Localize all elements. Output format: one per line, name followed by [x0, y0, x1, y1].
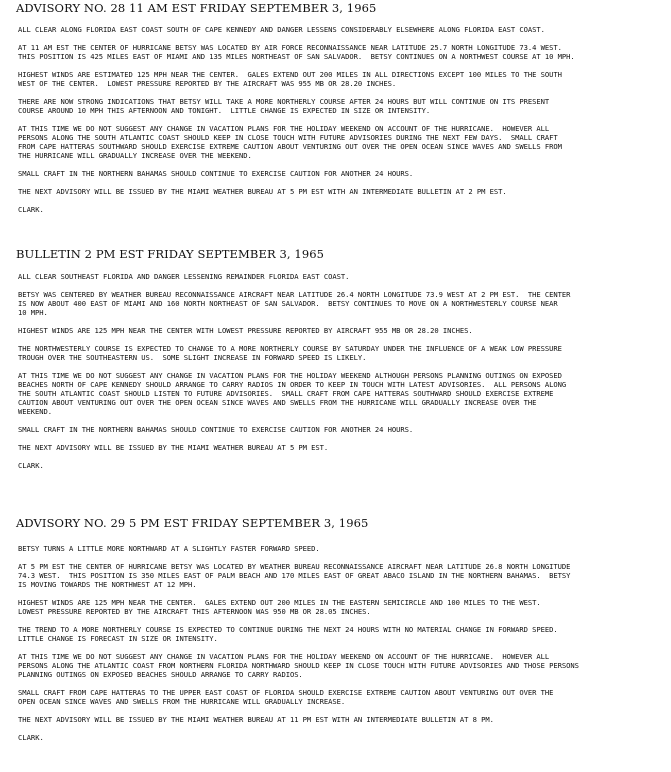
advisory-29-paragraph-6: SMALL CRAFT FROM CAPE HATTERAS TO THE UPPER EAST COAST OF FLORIDA SHOULD EXERCISE EXTREME CAUTION ABOUT VENTURING OUT OVER THE OPEN OCEAN SINCE WAVES AND SWELLS FROM THE HURRICANE WILL GRADUALLY INCREASE. — [18, 687, 554, 706]
advisory-29-signature: CLARK. — [18, 733, 44, 742]
bulletin-2pm-signature: CLARK. — [18, 461, 44, 470]
advisory-28-paragraph-4: THERE ARE NOW STRONG INDICATIONS THAT BETSY WILL TAKE A MORE NORTHERLY COURSE AFTER 24 HOURS BUT WILL CONTINUE ON ITS PRESENT COURSE AROUND 10 MPH THIS AFTERNOON AND TONIGHT. LITTLE CHANGE IS EXPECTED IN SIZE OR INTENSITY. — [18, 97, 550, 115]
advisory-28-paragraph-2: AT 11 AM EST THE CENTER OF HURRICANE BETSY WAS LOCATED BY AIR FORCE RECONNAISSANCE NEAR LATITUDE 25.7 NORTH LONGITUDE 73.4 WEST. THIS POSITION IS 425 MILES EAST OF MIAMI AND 135 MILES NORTHEAST OF SAN SALVADOR. BETSY CONTINUES ON A NORTHWEST COURSE AT 10 MPH. — [18, 43, 575, 61]
advisory-29-paragraph-1: BETSY TURNS A LITTLE MORE NORTHWARD AT A SLIGHTLY FASTER FORWARD SPEED. — [18, 544, 320, 553]
advisory-28-paragraph-5: AT THIS TIME WE DO NOT SUGGEST ANY CHANGE IN VACATION PLANS FOR THE HOLIDAY WEEKEND ON ACCOUNT OF THE HURRICANE. HOWEVER ALL PERSONS ALONG THE SOUTH ATLANTIC COAST SHOULD KEEP IN CLOSE TOUCH WITH FUTURE ADVISORIES DURING THE NEXT FEW DAYS. SMALL CRAFT FROM CAPE HATTERAS SOUTHWARD SHOULD EXERCISE EXTREME CAUTION ABOUT VENTURING OUT OVER THE OPEN OCEAN SINCE WAVES AND SWELLS FROM THE HURRICANE WILL GRADUALLY INCREASE OVER THE WEEKEND. — [18, 124, 562, 160]
advisory-29-paragraph-5: AT THIS TIME WE DO NOT SUGGEST ANY CHANGE IN VACATION PLANS FOR THE HOLIDAY WEEKEND ON ACCOUNT OF THE HURRICANE. HOWEVER ALL PERSONS ALONG THE ATLANTIC COAST FROM NORTHERN FLORIDA NORTHWARD SHOULD KEEP IN CLOSE TOUCH WITH FUTURE ADVISORIES AND THOSE PERSONS PLANNING OUTINGS ON EXPOSED BEACHES SHOULD ARRANGE TO CARRY RADIOS. — [18, 652, 579, 679]
bulletin-2pm-heading: BULLETIN 2 PM EST FRIDAY SEPTEMBER 3, 1965 — [16, 247, 325, 261]
bulletin-2pm-section — [18, 248, 665, 471]
advisory-29-paragraph-2: AT 5 PM EST THE CENTER OF HURRICANE BETSY WAS LOCATED BY WEATHER BUREAU RECONNAISSANCE AIRCRAFT NEAR LATITUDE 26.8 NORTH LONGITUDE 74.3 WEST. THIS POSITION IS 350 MILES EAST OF PALM BEACH AND 170 MILES EAST OF GREAT ABACO ISLAND IN THE NORTHERN BAHAMAS. BETSY IS MOVING TOWARDS THE NORTHWEST AT 12 MPH. — [18, 562, 571, 589]
bulletin-2pm-paragraph-3: HIGHEST WINDS ARE 125 MPH NEAR THE CENTER WITH LOWEST PRESSURE REPORTED BY AIRCRAFT 955 MB OR 28.20 INCHES. — [18, 326, 473, 335]
bulletin-2pm-paragraph-1: ALL CLEAR SOUTHEAST FLORIDA AND DANGER LESSENING REMAINDER FLORIDA EAST COAST. — [18, 272, 350, 281]
advisory-28-paragraph-3: HIGHEST WINDS ARE ESTIMATED 125 MPH NEAR THE CENTER. GALES EXTEND OUT 200 MILES IN ALL DIRECTIONS EXCEPT 100 MILES TO THE SOUTH WEST OF THE CENTER. LOWEST PRESSURE REPORTED BY THE AIRCRAFT WAS 955 MB OR 28.20 INCHES. — [18, 70, 562, 88]
advisory-29-heading: ADVISORY NO. 29 5 PM EST FRIDAY SEPTEMBER 3, 1965 — [16, 516, 369, 530]
advisory-29-paragraph-4: THE TREND TO A MORE NORTHERLY COURSE IS EXPECTED TO CONTINUE DURING THE NEXT 24 HOURS WITH NO MATERIAL CHANGE IN FORWARD SPEED. LITTLE CHANGE IS FORECAST IN SIZE OR INTENSITY. — [18, 625, 558, 643]
advisory-28-section — [18, 2, 665, 215]
advisory-28-paragraph-1: ALL CLEAR ALONG FLORIDA EAST COAST SOUTH OF CAPE KENNEDY AND DANGER LESSENS CONSIDERABLY ELSEWHERE ALONG FLORIDA EAST COAST. — [18, 25, 545, 34]
advisory-29-paragraph-3: HIGHEST WINDS ARE 125 MPH NEAR THE CENTER. GALES EXTEND OUT 200 MILES IN THE EASTERN SEMICIRCLE AND 100 MILES TO THE WEST. LOWEST PRESSURE REPORTED BY THE AIRCRAFT THIS AFTERNOON WAS 950 MB OR 28.05 INCHES. — [18, 598, 541, 616]
advisory-29-section — [18, 517, 665, 743]
advisory-28-signature: CLARK. — [18, 205, 44, 215]
advisory-28-paragraph-7: THE NEXT ADVISORY WILL BE ISSUED BY THE MIAMI WEATHER BUREAU AT 5 PM EST WITH AN INTERMEDIATE BULLETIN AT 2 PM EST. — [18, 187, 507, 196]
bulletin-2pm-paragraph-4: THE NORTHWESTERLY COURSE IS EXPECTED TO CHANGE TO A MORE NORTHERLY COURSE BY SATURDAY UNDER THE INFLUENCE OF A WEAK LOW PRESSURE TROUGH OVER THE SOUTHEASTERN US. SOME SLIGHT INCREASE IN FORWARD SPEED IS LIKELY. — [18, 344, 562, 362]
advisory-28-heading: ADVISORY NO. 28 11 AM EST FRIDAY SEPTEMBER 3, 1965 — [16, 1, 377, 15]
advisory-28-paragraph-6: SMALL CRAFT IN THE NORTHERN BAHAMAS SHOULD CONTINUE TO EXERCISE CAUTION FOR ANOTHER 24 HOURS. — [18, 168, 414, 178]
bulletin-2pm-paragraph-6: SMALL CRAFT IN THE NORTHERN BAHAMAS SHOULD CONTINUE TO EXERCISE CAUTION FOR ANOTHER 24 HOURS. — [18, 424, 414, 434]
bulletin-2pm-paragraph-5: AT THIS TIME WE DO NOT SUGGEST ANY CHANGE IN VACATION PLANS FOR THE HOLIDAY WEEKEND ALTHOUGH PERSONS PLANNING OUTINGS ON EXPOSED BEACHES NORTH OF CAPE KENNEDY SHOULD ARRANGE TO CARRY RADIOS IN ORDER TO KEEP IN TOUCH WITH LATEST ADVISORIES. ALL PERSONS ALONG THE SOUTH ATLANTIC COAST SHOULD LISTEN TO FUTURE ADVISORIES. SMALL CRAFT FROM CAPE HATTERAS SOUTHWARD SHOULD EXERCISE EXTREME CAUTION ABOUT VENTURING OUT OVER THE OPEN OCEAN SINCE WAVES AND SWELLS FROM THE HURRICANE WILL GRADUALLY INCREASE OVER THE WEEKEND. — [18, 371, 567, 416]
advisory-29-paragraph-7: THE NEXT ADVISORY WILL BE ISSUED BY THE MIAMI WEATHER BUREAU AT 11 PM EST WITH AN INTERMEDIATE BULLETIN AT 8 PM. — [18, 714, 494, 724]
bulletin-2pm-paragraph-7: THE NEXT ADVISORY WILL BE ISSUED BY THE MIAMI WEATHER BUREAU AT 5 PM EST. — [18, 442, 329, 452]
bulletin-2pm-paragraph-2: BETSY WAS CENTERED BY WEATHER BUREAU RECONNAISSANCE AIRCRAFT NEAR LATITUDE 26.4 NORTH LONGITUDE 73.9 WEST AT 2 PM EST. THE CENTER IS NOW ABOUT 400 EAST OF MIAMI AND 160 NORTH NORTHEAST OF SAN SALVADOR. BETSY CONTINUES TO MOVE ON A NORTHWESTERLY COURSE NEAR 10 MPH. — [18, 290, 571, 317]
